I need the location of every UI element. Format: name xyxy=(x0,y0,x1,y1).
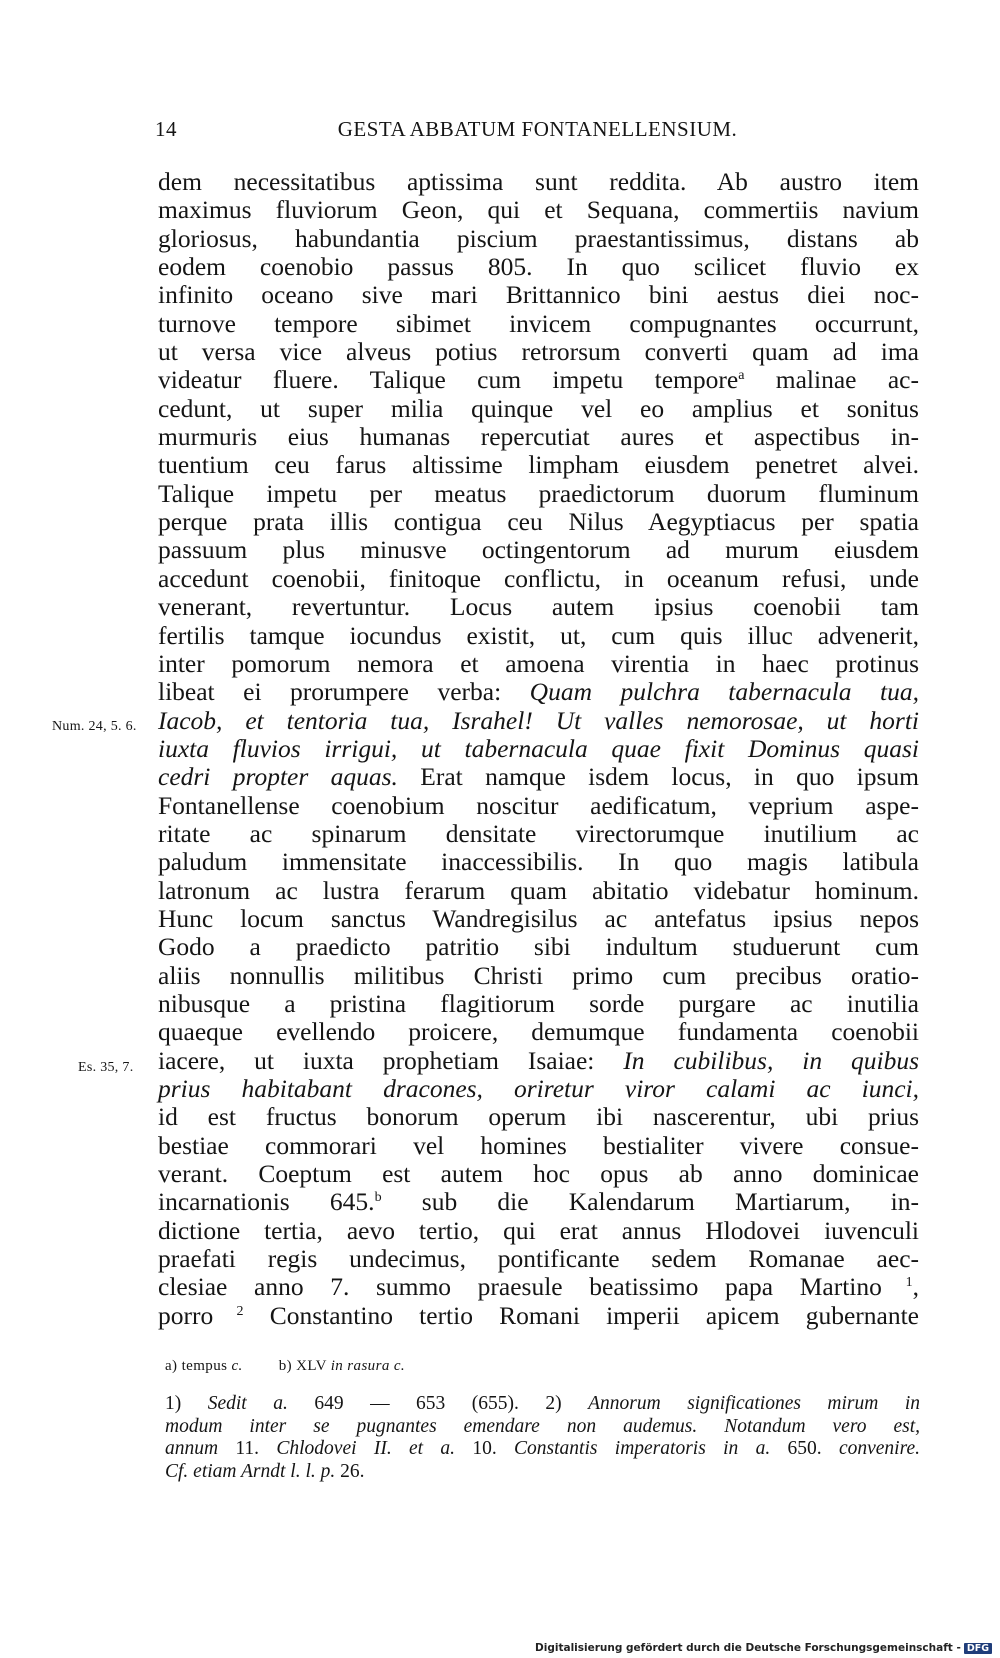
running-title: GESTA ABBATUM FONTANELLENSIUM. xyxy=(337,117,738,141)
credit-text: Digitalisierung gefördert durch die Deutsche Forschungsgemeinschaft - xyxy=(535,1642,961,1654)
text-line xyxy=(158,1075,919,1103)
text-line xyxy=(158,423,919,451)
text-segment: verant. Coeptum est autem hoc opus ab anno dominicae xyxy=(158,1159,919,1189)
text-segment: 649 — 653 (655). 2) xyxy=(287,1393,589,1414)
text-line xyxy=(158,820,919,848)
text-segment: Erat namque isdem locus, in quo ipsum xyxy=(397,762,919,792)
text-line xyxy=(158,763,919,791)
apparatus-b-note: in rasura c. xyxy=(330,1358,406,1374)
page-number: 14 xyxy=(155,117,177,141)
text-line xyxy=(158,1160,919,1188)
text-segment: dictione tertia, aevo tertio, qui erat annus Hlodovei iuvenculi xyxy=(158,1215,919,1245)
text-segment: bestiae commorari vel homines bestialiter vivere consue- xyxy=(158,1130,919,1160)
text-line xyxy=(158,281,919,309)
text-segment: id est fructus bonorum operum ibi nascerentur, ubi prius xyxy=(158,1102,919,1132)
text-segment: iuxta fluvios irrigui, ut tabernacula quae fixit Dominus quasi xyxy=(158,733,919,763)
text-line xyxy=(158,1132,919,1160)
text-line xyxy=(158,593,919,621)
text-line xyxy=(158,196,919,224)
digitization-credit xyxy=(535,1642,992,1654)
text-segment: incarnationis 645. xyxy=(158,1187,375,1217)
footnote-line xyxy=(165,1393,920,1416)
text-segment: cedunt, ut super milia quinque vel eo amplius et sonitus xyxy=(158,393,919,423)
text-segment: convenire. xyxy=(838,1438,920,1459)
text-line xyxy=(158,962,919,990)
text-segment: clesiae anno 7. summo praesule beatissimo papa Martino xyxy=(158,1272,882,1302)
text-segment: murmuris eius humanas repercutiat aures et aspectibus in- xyxy=(158,422,919,452)
text-segment: Hunc locum sanctus Wandregisilus ac antefatus ipsius nepos xyxy=(158,903,919,933)
text-segment: aliis nonnullis militibus Christi primo cum precibus oratio- xyxy=(158,960,919,990)
text-segment: Fontanellense coenobium noscitur aedificatum, veprium aspe- xyxy=(158,790,919,820)
text-segment: Talique impetu per meatus praedictorum duorum fluminum xyxy=(158,478,919,508)
apparatus-b-label: b) XLV xyxy=(278,1358,331,1374)
text-segment: cedri propter aquas. xyxy=(158,762,398,792)
text-segment: perque prata illis contigua ceu Nilus Aegyptiacus per spatia xyxy=(158,507,919,537)
text-segment: 11. xyxy=(218,1438,277,1459)
text-line xyxy=(158,480,919,508)
text-line xyxy=(158,508,919,536)
apparatus-a-label: a) tempus xyxy=(165,1358,232,1374)
text-line xyxy=(158,678,919,706)
text-segment: Quam pulchra tabernacula tua, xyxy=(529,677,919,707)
text-line xyxy=(158,310,919,338)
text-line xyxy=(158,451,919,479)
text-segment: Annorum significationes mirum in xyxy=(588,1393,920,1414)
text-segment: infinito oceano sive mari Brittannico bini aestus diei noc- xyxy=(158,280,919,310)
footnote-line xyxy=(165,1416,920,1439)
text-segment: latronum ac lustra ferarum quam abitatio videbatur hominum. xyxy=(158,875,919,905)
margin-note-numbers: Num. 24, 5. 6. xyxy=(52,719,137,734)
text-line xyxy=(158,536,919,564)
text-segment: venerant, revertuntur. Locus autem ipsius coenobii tam xyxy=(158,592,919,622)
text-line xyxy=(158,1273,919,1301)
text-line xyxy=(158,650,919,678)
text-segment: 650. xyxy=(770,1438,839,1459)
text-line xyxy=(158,622,919,650)
text-segment: ritate ac spinarum densitate virectorumque inutilium ac xyxy=(158,818,919,848)
text-line xyxy=(158,565,919,593)
text-segment: ut versa vice alveus potius retrorsum converti quam ad ima xyxy=(158,337,919,367)
text-segment: turnove tempore sibimet invicem compugnantes occurrunt, xyxy=(158,308,919,338)
text-line xyxy=(158,1245,919,1273)
text-segment: Godo a praedicto patritio sibi indultum studuerunt cum xyxy=(158,932,919,962)
text-segment: sub die Kalendarum Martiarum, in- xyxy=(381,1187,919,1217)
text-segment: 1) xyxy=(165,1393,208,1414)
text-line xyxy=(158,338,919,366)
text-segment: Constantino tertio Romani imperii apicem gubernante xyxy=(243,1300,919,1330)
text-segment: paludum immensitate inaccessibilis. In quo magis latibula xyxy=(158,847,919,877)
text-segment: passuum plus minusve octingentorum ad murum eiusdem xyxy=(158,535,919,565)
text-segment: annum xyxy=(165,1438,219,1459)
text-segment: gloriosus, habundantia piscium praestantissimus, distans ab xyxy=(158,223,919,253)
text-segment: nibusque a pristina flagitiorum sorde purgare ac inutilia xyxy=(158,988,919,1018)
text-segment: Iacob, et tentoria tua, Israhel! Ut valles nemorosae, ut horti xyxy=(158,705,919,735)
text-segment: libeat ei prorumpere verba: xyxy=(158,677,530,707)
apparatus-a-sigle: c. xyxy=(231,1358,243,1374)
text-segment: inter pomorum nemora et amoena virentia in haec protinus xyxy=(158,648,919,678)
text-segment: eodem coenobio passus 805. In quo scilicet fluvio ex xyxy=(158,252,919,282)
text-line xyxy=(158,1018,919,1046)
footnote-line xyxy=(165,1438,920,1461)
text-line xyxy=(158,905,919,933)
note-marker: a xyxy=(738,368,745,384)
text-segment: prius habitabant dracones, oriretur viror calami ac iunci, xyxy=(158,1074,919,1103)
text-segment: tuentium ceu farus altissime limpham eiusdem penetret alvei. xyxy=(158,450,919,480)
text-segment: videatur fluere. Talique cum impetu tempore xyxy=(158,365,739,395)
text-segment: Constantis imperatoris in a. xyxy=(514,1438,771,1459)
text-line xyxy=(158,1103,919,1131)
note-marker: 2 xyxy=(213,1303,244,1319)
text-line xyxy=(158,735,919,763)
dfg-logo: DFG xyxy=(964,1643,992,1654)
text-segment: Sedit a. xyxy=(207,1393,288,1414)
running-head xyxy=(155,117,920,147)
text-segment: porro xyxy=(158,1300,214,1330)
footnote-line xyxy=(165,1461,920,1484)
critical-apparatus xyxy=(165,1358,405,1375)
text-segment: maximus fluviorum Geon, qui et Sequana, commertiis navium xyxy=(158,195,919,225)
note-marker: 1 xyxy=(881,1275,913,1291)
text-segment: 26. xyxy=(335,1460,365,1482)
text-segment: In cubilibus, in quibus xyxy=(623,1045,919,1075)
footnotes xyxy=(165,1393,920,1483)
text-line xyxy=(158,1302,919,1330)
text-line xyxy=(158,168,919,196)
text-segment: quaeque evellendo proicere, demumque fundamenta coenobii xyxy=(158,1017,919,1047)
text-line xyxy=(158,848,919,876)
text-segment: iacere, ut iuxta prophetiam Isaiae: xyxy=(158,1045,624,1075)
text-line xyxy=(158,707,919,735)
note-marker: b xyxy=(374,1190,382,1206)
text-line xyxy=(158,792,919,820)
text-line xyxy=(158,253,919,281)
text-segment: Cf. etiam Arndt l. l. p. xyxy=(165,1460,336,1482)
text-line xyxy=(158,1217,919,1245)
text-segment: accedunt coenobii, finitoque conflictu, in oceanum refusi, unde xyxy=(158,563,919,593)
text-segment: malinae ac- xyxy=(744,365,919,395)
text-line xyxy=(158,933,919,961)
text-line xyxy=(158,1188,919,1216)
text-segment: , xyxy=(912,1272,920,1302)
text-line xyxy=(158,366,919,394)
text-line xyxy=(158,225,919,253)
text-segment: dem necessitatibus aptissima sunt reddita. Ab austro item xyxy=(158,167,919,196)
text-line xyxy=(158,990,919,1018)
text-segment: praefati regis undecimus, pontificante sedem Romanae aec- xyxy=(158,1244,919,1274)
text-line xyxy=(158,877,919,905)
text-segment: Chlodovei II. et a. xyxy=(276,1438,456,1459)
text-line xyxy=(158,395,919,423)
margin-note-isaiah: Es. 35, 7. xyxy=(78,1060,134,1075)
text-line xyxy=(158,1047,919,1075)
text-segment: modum inter se pugnantes emendare non audemus. Notandum vero est, xyxy=(165,1415,920,1437)
main-text xyxy=(158,168,919,1330)
text-segment: 10. xyxy=(455,1438,515,1459)
text-segment: fertilis tamque iocundus existit, ut, cum quis illuc advenerit, xyxy=(158,620,919,650)
